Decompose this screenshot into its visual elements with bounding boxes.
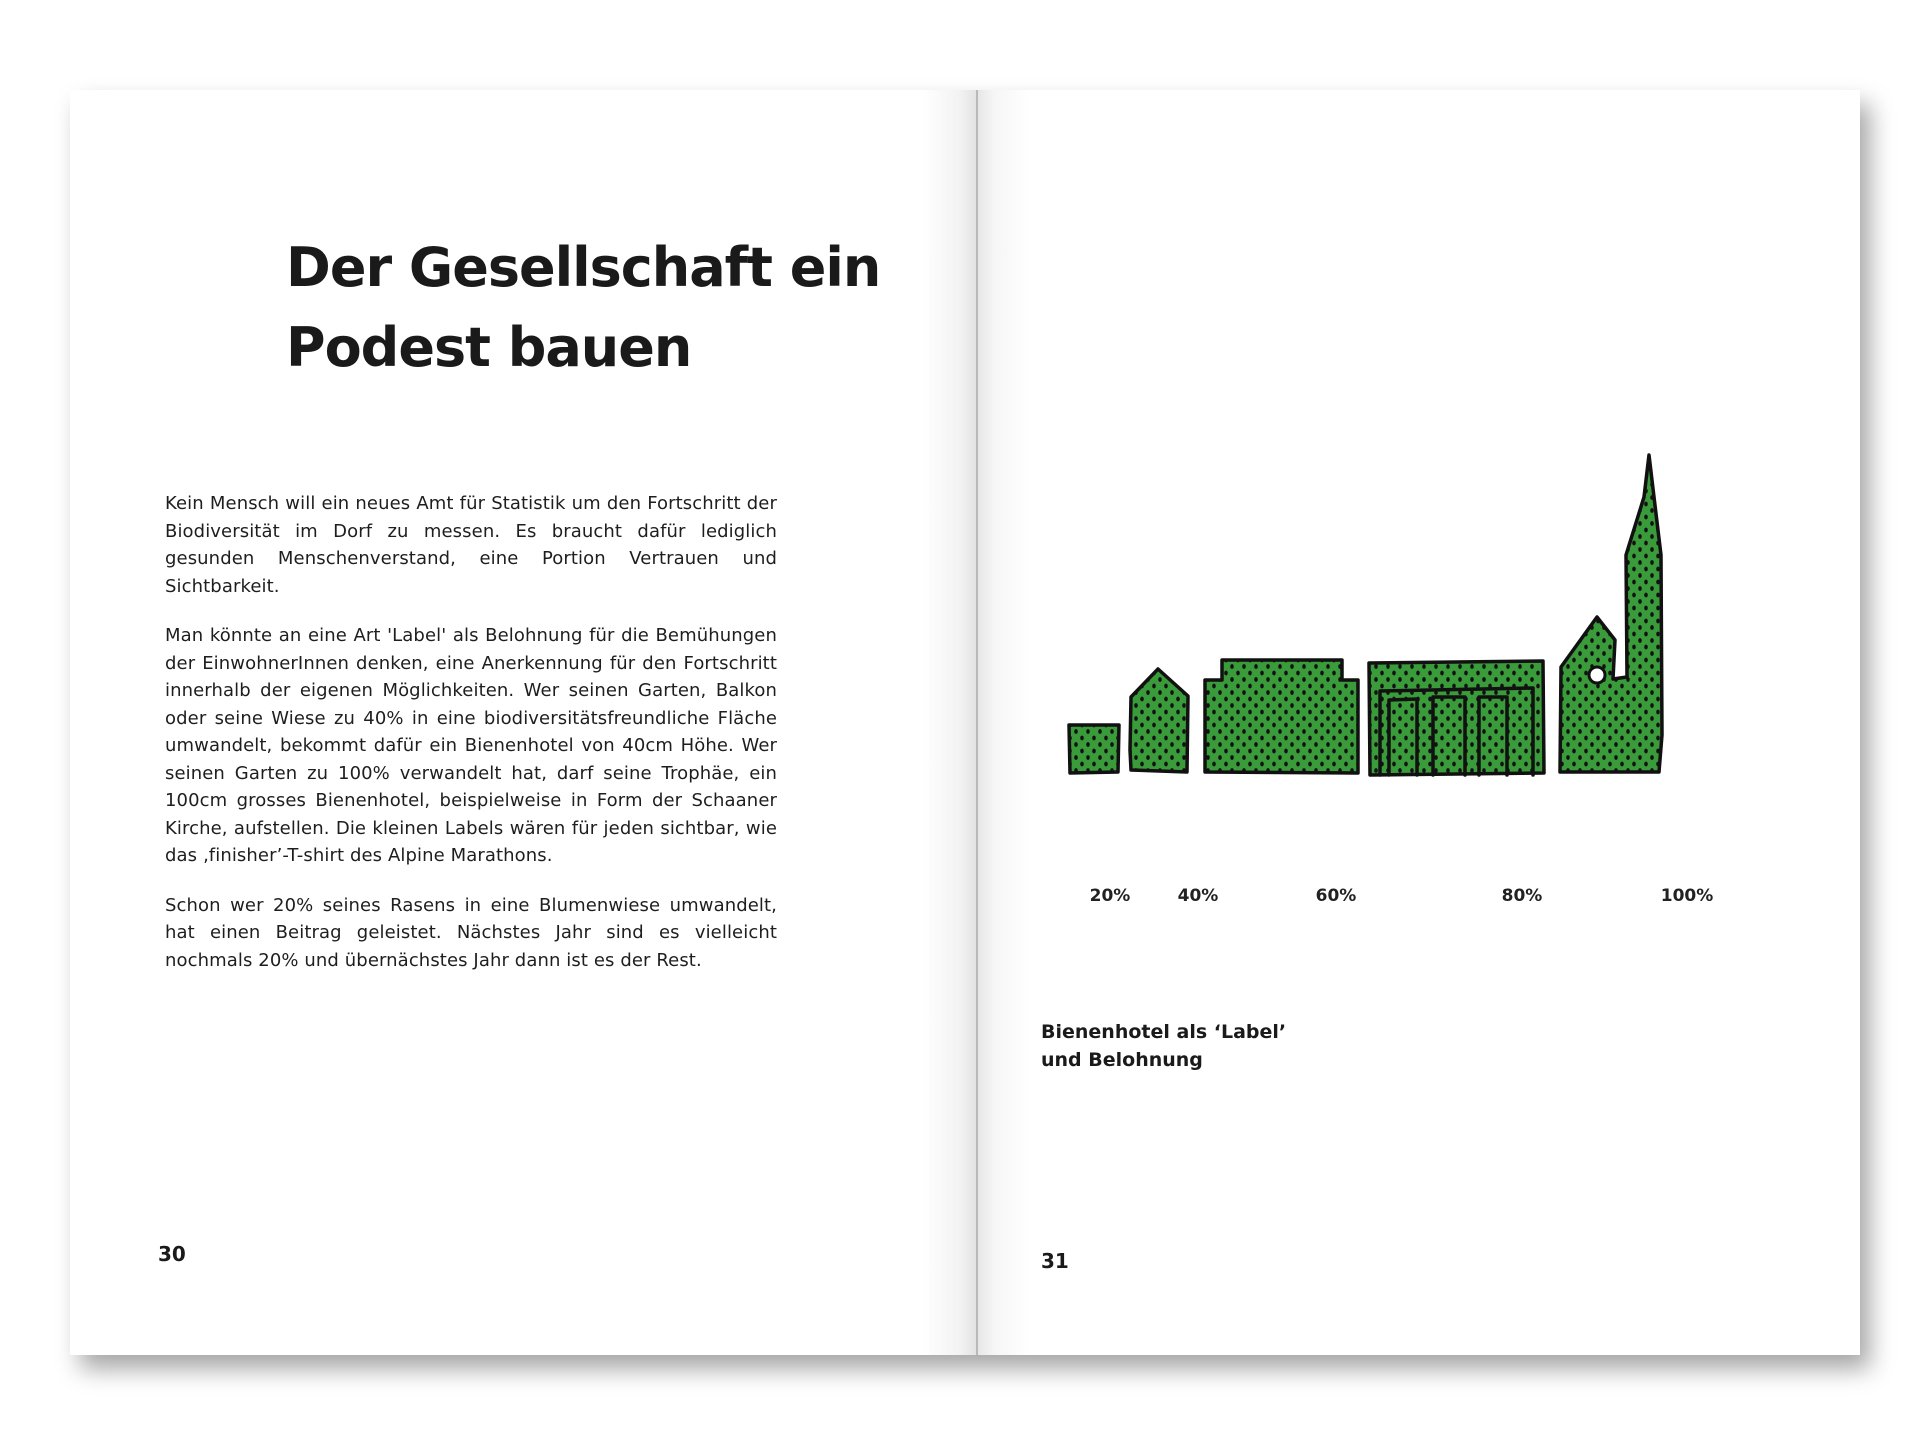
- bee-hotel-40: [1130, 669, 1188, 772]
- book-gutter: [976, 90, 978, 1355]
- church-bee-hotel-100: [1560, 455, 1662, 772]
- paragraph-3: Schon wer 20% seines Rasens in eine Blumenwiese umwandelt, hat einen Beitrag geleistet. Nächstes Jahr sind es vielleicht nochmals 20% und übernächstes Jahr dann ist es der Rest.: [165, 894, 777, 971]
- bee-hotel-80: [1369, 661, 1544, 775]
- page-title: [286, 228, 926, 388]
- figure-caption: [1041, 1018, 1401, 1074]
- paragraph-1: Kein Mensch will ein neues Amt für Statistik um den Fortschritt der Biodiversität im Dorf zu messen. Es braucht dafür lediglich gesunden Menschenverstand, eine Portion Vertrauen und Sichtbarkeit.: [165, 493, 777, 597]
- label-20-percent: 20%: [1089, 886, 1131, 906]
- paragraph-2: Man könnte an eine Art 'Label' als Belohnung für die Bemühungen der EinwohnerInnen denken, eine Anerkennung für den Fortschritt innerhalb der eigenen Möglichkeiten. Wer seinen Garten, Balkon oder seine Wiese zu 40% in eine biodiversitätsfreundliche Fläche umwandelt, bekommt dafür ein Bienenhotel von 40cm Höhe. Wer seinen Garten zu 100% verwandelt hat, darf seine Trophäe, ein 100cm grosses Bienenhotel, beispielweise in Form der Schaaner Kirche, aufstellen. Die kleinen Labels wären für jeden sichtbar, wie das ‚finisher’-T-shirt des Alpine Marathons.: [165, 625, 777, 866]
- caption-line-2: und Belohnung: [1041, 1049, 1203, 1071]
- label-60-percent: 60%: [1315, 886, 1357, 906]
- label-40-percent: 40%: [1177, 886, 1219, 906]
- page-number-left: 30: [158, 1242, 186, 1266]
- label-100-percent: 100%: [1660, 886, 1714, 906]
- title-line-1: Der Gesellschaft ein: [286, 236, 881, 299]
- right-page: [977, 90, 1860, 1355]
- bee-hotel-illustration: [1067, 435, 1727, 855]
- bee-hotel-60: [1205, 660, 1358, 773]
- title-line-2: Podest bauen: [286, 316, 692, 379]
- label-80-percent: 80%: [1501, 886, 1543, 906]
- caption-line-1: Bienenhotel als ‘Label’: [1041, 1021, 1287, 1043]
- book-spread: [70, 90, 1860, 1355]
- left-page: [70, 90, 977, 1355]
- body-text: [165, 490, 777, 996]
- page-number-right: 31: [1041, 1249, 1069, 1273]
- bee-hotel-20: [1069, 725, 1119, 773]
